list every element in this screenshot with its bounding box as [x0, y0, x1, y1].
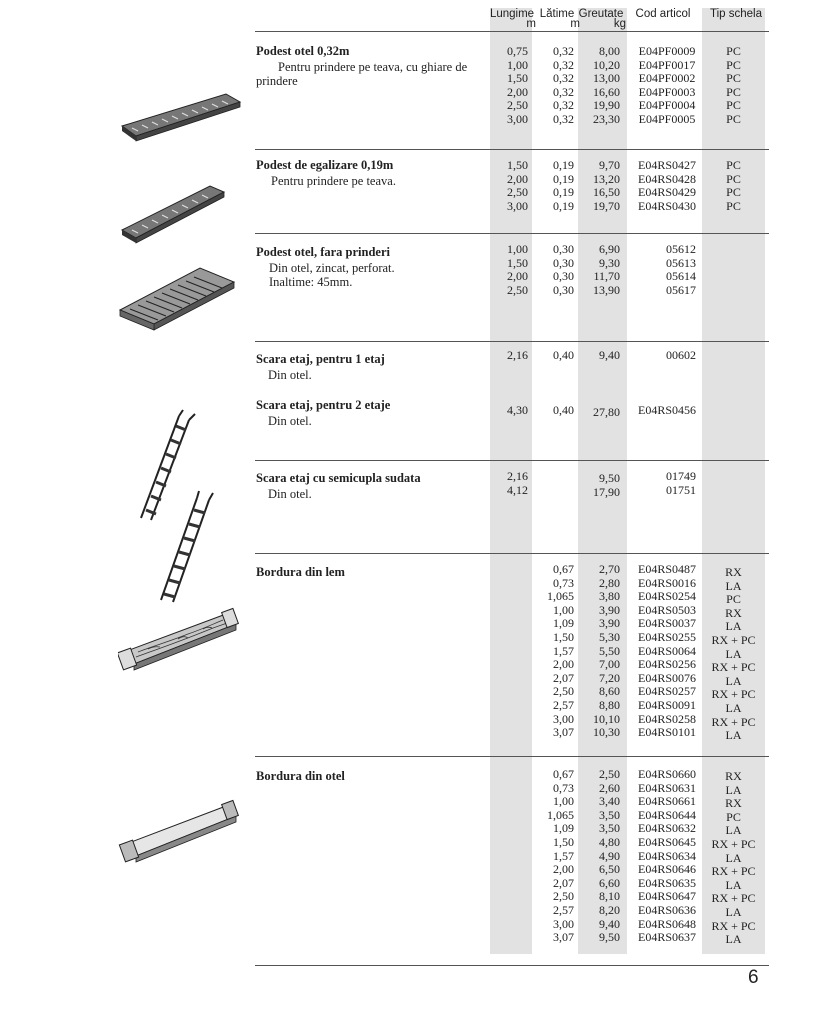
section-title: Scara etaj cu semicupla sudata [256, 471, 421, 485]
greutate-values: 9,40 [599, 348, 620, 362]
tip-values: RX LA RX PC LA RX + PC LA RX + PC LA RX + PC LA RX + PC LA [711, 769, 756, 947]
latime-values: 0,32 0,32 0,32 0,32 0,32 0,32 [553, 44, 574, 126]
header-lungime: Lungime m [489, 8, 536, 30]
cod-values: E04RS0487 E04RS0016 E04RS0254 E04RS0503 E04RS0037 E04RS0255 E04RS0064 E04RS0256 E04RS0076 E04RS0257 E04RS0091 E04RS0258 E04RS0101 [637, 562, 696, 740]
section-description: Din otel, zincat, perforat. Inaltime: 45mm. [269, 261, 395, 289]
greutate-values: 2,70 2,80 3,80 3,90 3,90 5,30 5,50 7,00 7,20 8,60 8,80 10,10 10,30 [593, 562, 620, 740]
steel-plank-hooks-illustration [118, 84, 243, 144]
rule-bottom [255, 965, 769, 966]
lungime-values: 2,16 4,12 [507, 469, 528, 497]
latime-values: 0,40 [553, 403, 574, 417]
cod-values: 05612 05613 05614 05617 [666, 242, 696, 297]
cod-values: E04RS0660 E04RS0631 E04RS0661 E04RS0644 E04RS0632 E04RS0645 E04RS0634 E04RS0646 E04RS0635 E04RS0647 E04RS0636 E04RS0648 E04RS0637 [637, 767, 696, 945]
cod-values: E04RS0456 [637, 403, 696, 417]
lungime-values: 0,75 1,00 1,50 2,00 2,50 3,00 [507, 44, 528, 126]
latime-values: 0,40 [553, 348, 574, 362]
section-title: Bordura din lem [256, 565, 345, 579]
section-title: Bordura din otel [256, 769, 345, 783]
greutate-values: 8,00 10,20 13,00 16,60 19,90 23,30 [593, 44, 620, 126]
greutate-values: 6,90 9,30 11,70 13,90 [593, 242, 620, 297]
rule-4 [255, 460, 769, 461]
lungime-values: 4,30 [507, 403, 528, 417]
lungime-values: 1,50 2,00 2,50 3,00 [507, 158, 528, 213]
greutate-values: 27,80 [593, 405, 620, 419]
greutate-values: 2,50 2,60 3,40 3,50 3,50 4,80 4,90 6,50 6,60 8,10 8,20 9,40 9,50 [599, 767, 620, 945]
latime-values: 0,19 0,19 0,19 0,19 [553, 158, 574, 213]
cod-values: E04PF0009 E04PF0017 E04PF0002 E04PF0003 E04PF0004 E04PF0005 [638, 44, 696, 126]
header-cod-articol: Cod articol [635, 8, 691, 20]
section-title: Podest otel 0,32m [256, 44, 350, 58]
tip-values: RX LA PC RX LA RX + PC LA RX + PC LA RX + PC LA RX + PC LA [711, 565, 756, 743]
section-description: Din otel. [268, 414, 312, 428]
latime-values: 0,67 0,73 1,065 1,00 1,09 1,50 1,57 2,00 2,07 2,50 2,57 3,00 3,07 [547, 562, 574, 740]
greutate-values: 9,70 13,20 16,50 19,70 [593, 158, 620, 213]
greutate-values: 9,50 17,90 [593, 471, 620, 499]
section-description: Pentru prindere pe teava, cu ghiare de prindere [256, 60, 468, 88]
header-tip-schela: Tip schela [710, 8, 762, 20]
section-title: Podest otel, fara prinderi [256, 245, 391, 259]
rule-1 [255, 149, 769, 150]
tip-values: PC PC PC PC PC PC [726, 44, 741, 126]
wooden-toe-board-illustration [118, 604, 243, 674]
section-title: Podest de egalizare 0,19m [256, 158, 394, 172]
section-title: Scara etaj, pentru 1 etaj [256, 352, 385, 366]
section-title: Scara etaj, pentru 2 etaje [256, 398, 391, 412]
rule-header [255, 31, 769, 32]
lungime-values: 2,16 [507, 348, 528, 362]
cod-values: 01749 01751 [666, 469, 696, 497]
section-description: Pentru prindere pe teava. [271, 174, 396, 188]
header-latime: Lătime m [539, 8, 580, 30]
tip-values: PC PC PC PC [726, 158, 741, 213]
latime-values: 0,30 0,30 0,30 0,30 [553, 242, 574, 297]
lungime-values: 1,00 1,50 2,00 2,50 [507, 242, 528, 297]
rule-3 [255, 341, 769, 342]
cod-values: 00602 [666, 348, 696, 362]
page-number: 6 [748, 967, 759, 988]
section-description: Din otel. [268, 368, 312, 382]
latime-values: 0,67 0,73 1,00 1,065 1,09 1,50 1,57 2,00 2,07 2,50 2,57 3,00 3,07 [547, 767, 574, 945]
header-greutate: Greutate kg [578, 8, 626, 30]
ladder-semicoupler-illustration [153, 490, 228, 605]
rule-2 [255, 233, 769, 234]
rule-6 [255, 756, 769, 757]
steel-plank-perforated-illustration [118, 262, 238, 334]
section-description: Din otel. [268, 487, 312, 501]
steel-toe-board-illustration [118, 798, 243, 868]
cod-values: E04RS0427 E04RS0428 E04RS0429 E04RS0430 [637, 158, 696, 213]
leveling-plank-illustration [118, 178, 228, 248]
rule-5 [255, 553, 769, 554]
